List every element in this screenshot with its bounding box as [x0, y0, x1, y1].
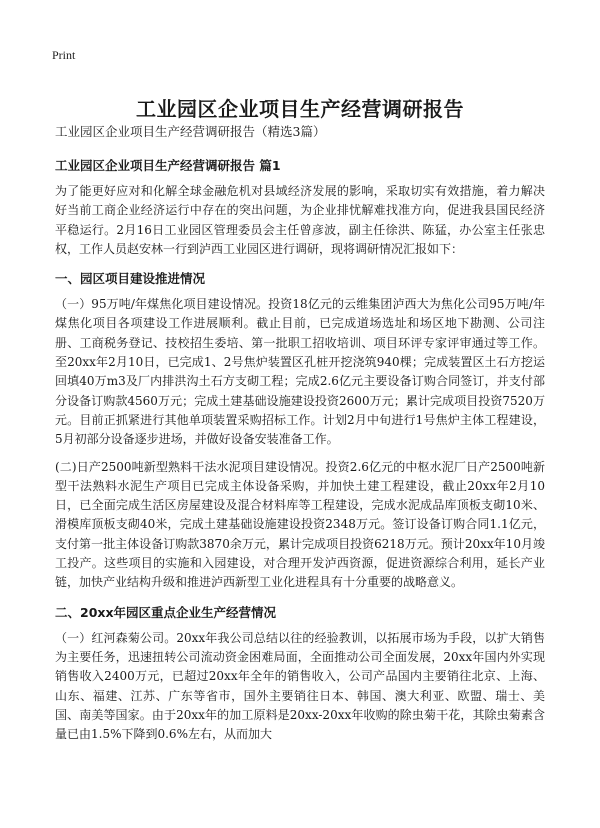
- print-link[interactable]: Print: [52, 48, 76, 62]
- section1-paragraph-1: （一）95万吨/年煤焦化项目建设情况。投资18亿元的云维集团泸西大为焦化公司95万吨/年煤焦化项目各项建设工作进展顺利。截止目前，已完成道场选址和场区地下勘测、公司注册、工商税务登记、技校招生委培、第一批职工招收培训、项目环评专家评审通过等工作。至20xx年2月10日，已完成1、2号焦炉装置区孔桩开挖浇筑940棵；完成装置区土石方挖运回填40万m3及厂内排洪沟土石方支砌工程；完成2.6亿元主要设备订购合同签订，并支付部分设备订购款4560万元；完成土建基础设施建设投资2600万元；累计完成项目投资7520万元。目前正抓紧进行其他单项装置采购招标工作。计划2月中旬进行1号焦炉主体工程建设，5月初部分设备逐步进场，并做好设备安装准备工作。: [55, 297, 545, 447]
- document-subtitle: 工业园区企业项目生产经营调研报告（精选3篇）: [55, 124, 326, 139]
- section2-paragraph-1: （一）红河森菊公司。20xx年我公司总结以往的经验教训，以拓展市场为手段，以扩大销售为主要任务，迅速扭转公司流动资金困难局面，全面推动公司全面发展，20xx年国内外实现销售收入2400万元，已超过20xx年全年的销售收入，公司产品国内主要销往北京、上海、山东、福建、江苏、广东等省市，国外主要销往日本、韩国、澳大利亚、欧盟、瑞士、美国、南美等国家。由于20xx年的加工原料是20xx-20xx年收购的除虫菊干花，其除虫菊素含量已由1.5%下降到0.6%左右，从而加大: [55, 630, 545, 742]
- section-heading-2: 二、20xx年园区重点企业生产经营情况: [55, 604, 277, 620]
- article-heading: 工业园区企业项目生产经营调研报告 篇1: [55, 158, 281, 173]
- section-heading-1: 一、园区项目建设推进情况: [55, 271, 206, 287]
- document-body: [55, 122, 545, 752]
- document-title: 工业园区企业项目生产经营调研报告: [136, 97, 464, 122]
- section1-paragraph-2: (二)日产2500吨新型熟料干法水泥项目建设情况。投资2.6亿元的中枢水泥厂日产2500吨新型干法熟料水泥生产项目已完成主体设备采购，并加快土建工程建设，截止20xx年2月10日，已全面完成生活区房屋建设及混合材料库等工程建设，完成水泥成品库顶板支砌10米、滑模库顶板支砌40米，完成土建基础设施建设投资2348万元。签订设备订购合同1.1亿元，支付第一批主体设备订购款3870余万元，累计完成项目投资6218万元。预计20xx年10月竣工投产。这些项目的实施和入园建设，对合理开发泸西资源，促进资源综合利用，延长产业链，加快产业结构升级和推进泸西新型工业化进程具有十分重要的战略意义。: [55, 459, 545, 590]
- intro-paragraph: 为了能更好应对和化解全球金融危机对县域经济发展的影响，采取切实有效措施，着力解决好当前工商企业经济运行中存在的突出问题，为企业排忧解难找准方向，促进我县国民经济平稳运行。2月16日工业园区管理委员会主任曾彦波，副主任徐洪、陈猛，办公室主任张忠权，工作人员赵安林一行到泸西工业园区进行调研，现将调研情况汇报如下：: [55, 184, 545, 256]
